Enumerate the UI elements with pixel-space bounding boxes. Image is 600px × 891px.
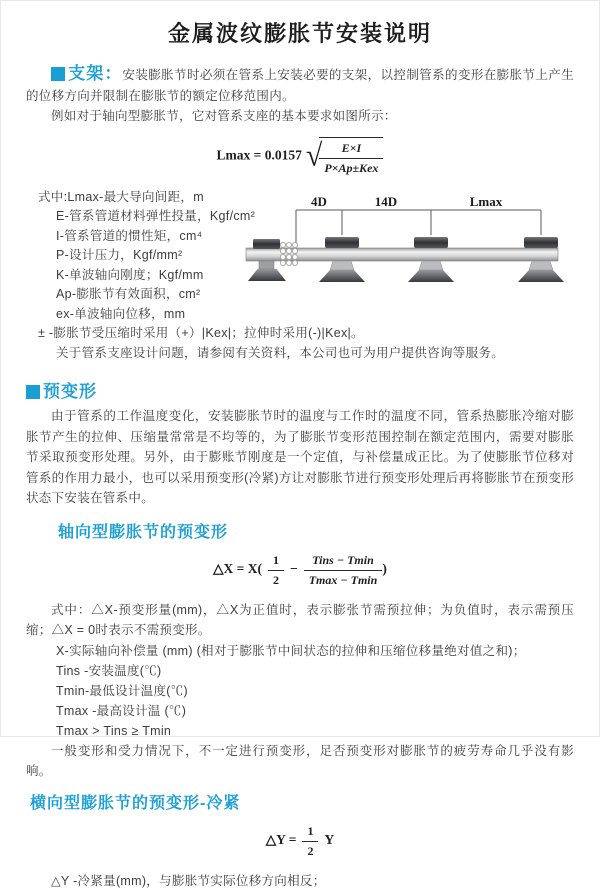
- support-section-heading: 支架：: [68, 64, 122, 83]
- axial-variable-list: [26, 641, 574, 741]
- pipe-support-diagram: [244, 193, 596, 291]
- lmax-formula-denominator: P×Ap±Kex: [319, 159, 383, 176]
- axial-subsection-heading: 轴向型膨胀节的预变形: [58, 519, 574, 542]
- delta-y-formula: [26, 823, 574, 859]
- half-numerator: 1: [302, 823, 318, 842]
- axial-variable-line: Tins -安装温度(℃): [56, 661, 574, 681]
- predeform-paragraph: 由于管系的工作温度变化，安装膨胀节时的温度与工作时的温度不同，管系热膨胀冷缩对膨胀节产生的拉伸、压缩量常常是不均等的，为了膨胀节变形范围控制在额定范围内，需要对膨胀节采取预变形处理。另外，由于膨账节刚度是一个定值，与补偿量成正比。为了使膨胀节位移对管系的作用力最小，也可以采用预变形(冷紧)方让对膨胀节进行预变形处理后再将膨胀节在预变形状态下安装在管系中。: [26, 406, 574, 509]
- predeform-section-heading: 预变形: [26, 377, 574, 402]
- half-denominator: 2: [268, 571, 284, 588]
- lateral-subsection-heading: 横向型膨胀节的预变形-冷紧: [30, 790, 574, 813]
- definition-line: Ap-膨胀节有效面积，cm²: [56, 285, 574, 305]
- service-note: 关于管系支座设计问题，请参阅有关资料，本公司也可为用户提供咨询等服务。: [56, 344, 574, 364]
- blue-square-bullet-icon: [26, 385, 40, 399]
- axial-variable-line: Tmin-最低设计温度(℃): [56, 681, 574, 701]
- definition-line: P-设计压力，Kgf/mm²: [56, 246, 574, 266]
- lmax-formula: [26, 137, 574, 176]
- axial-variable-line: Tmax > Tins ≥ Tmin: [56, 721, 574, 741]
- delta-y-lhs: △Y =: [266, 832, 297, 847]
- definition-line: E-管系管道材料弹性投量，Kgf/cm²: [56, 207, 574, 227]
- plus-minus-note: ± -膨胀节受压缩时采用（+）|Kex|；拉伸时采用(-)|Kex|。: [38, 324, 574, 344]
- sqrt-sign-icon: √: [306, 140, 322, 172]
- axial-variable-line: X-实际轴向补偿量 (mm) (相对于膨胀节中间状态的拉伸和压缩位移量绝对值之和)；: [56, 641, 574, 661]
- minus-operator: −: [290, 561, 298, 576]
- dimension-label-4d: 4D: [311, 194, 327, 209]
- axial-note-line: 一般变形和受力情况下，不一定进行预变形，足否预变形对膨胀节的疲劳寿命几乎没有影响。: [26, 741, 574, 782]
- delta-y-rhs: Y: [324, 832, 334, 847]
- lmax-formula-numerator: E×I: [319, 140, 383, 159]
- half-numerator: 1: [268, 552, 284, 571]
- definition-line: ex-单波轴向位移，mm: [56, 305, 574, 325]
- axial-explanation-paragraph: 式中：△X-预变形量(mm)，△X为正值时，表示膨张节需预拉伸；为负值时，表示需预压缩；△X = 0时表示不需预变形。: [26, 600, 574, 641]
- dimension-label-lmax: Lmax: [470, 194, 503, 209]
- delta-x-lhs: △X = X(: [213, 561, 262, 576]
- definition-line: K-单波轴向刚度；Kgf/mm: [56, 266, 574, 286]
- page-title: 金属波纹膨胀节安装说明: [26, 17, 574, 48]
- dimension-label-14d: 14D: [375, 194, 397, 209]
- delta-x-formula: [26, 552, 574, 588]
- half-denominator: 2: [302, 842, 318, 859]
- support-intro-text: 安装膨胀节时必须在管系上安装必要的支架，以控制管系的变形在膨胀节上产生的位移方向并限制在膨胀节的额定位移范围内。: [26, 68, 574, 103]
- support-intro-paragraph: [26, 64, 574, 106]
- lmax-formula-lhs: Lmax = 0.0157: [217, 147, 302, 162]
- pipe-support-diagram-svg: [244, 193, 596, 291]
- temp-numerator: Tins − Tmin: [304, 552, 383, 571]
- blue-square-bullet-icon: [51, 67, 65, 81]
- temp-denominator: Tmax − Tmin: [304, 571, 383, 588]
- definition-lead-line: 式中:Lmax-最大导向间距，m: [38, 188, 574, 208]
- definition-line: I-管系管道的惯性矩，cm⁴: [56, 227, 574, 247]
- closing-paren: ): [382, 561, 387, 576]
- support-example-line: 例如对于轴向型膨胀节，它对管系支座的基本要求如图所示：: [26, 106, 574, 127]
- lateral-note-line: △Y -冷紧量(mm)，与膨胀节实际位移方向相反；: [26, 871, 574, 891]
- axial-variable-line: Tmax -最高设计温 (℃): [56, 701, 574, 721]
